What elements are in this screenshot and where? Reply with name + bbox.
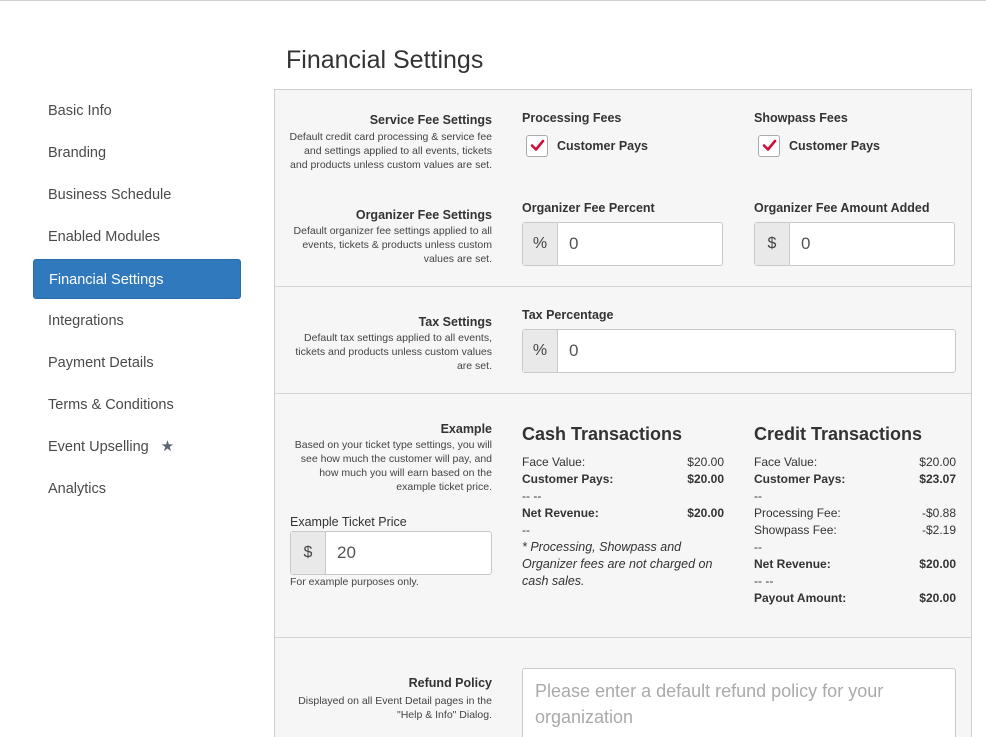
- tax-settings-title: Tax Settings: [418, 315, 492, 329]
- row-label: Showpass Fee:: [754, 523, 837, 537]
- row-value: $20.00: [919, 591, 956, 605]
- row-label: Net Revenue:: [522, 506, 599, 520]
- organizer-fee-percent-input[interactable]: [522, 222, 723, 266]
- cash-row-customer-pays: [522, 472, 724, 489]
- sidebar-item-integrations[interactable]: [33, 301, 241, 341]
- credit-row-separator: [754, 489, 956, 506]
- row-value: $20.00: [687, 455, 724, 469]
- row-label: Customer Pays:: [522, 472, 614, 486]
- sidebar-item-label: Enabled Modules: [48, 229, 161, 245]
- percent-addon: %: [523, 330, 558, 372]
- sidebar-item-label: Payment Details: [48, 355, 154, 371]
- sidebar-item-label: Business Schedule: [48, 187, 172, 203]
- refund-policy-title: Refund Policy: [408, 676, 492, 690]
- top-border: [0, 0, 986, 1]
- row-label: -- --: [754, 574, 774, 588]
- row-label: Processing Fee:: [754, 506, 841, 520]
- sidebar-item-event-upselling[interactable]: [33, 427, 241, 467]
- example-ticket-price-input[interactable]: [290, 531, 492, 575]
- row-value: -$0.88: [921, 506, 956, 520]
- sidebar-item-label: Financial Settings: [49, 272, 164, 288]
- row-value: $20.00: [919, 557, 956, 571]
- row-label: Payout Amount:: [754, 591, 847, 605]
- sidebar-item-analytics[interactable]: [33, 469, 241, 509]
- row-value: $23.07: [919, 472, 956, 486]
- sidebar-item-label: Analytics: [48, 481, 107, 497]
- financial-settings-panel: [274, 89, 972, 737]
- organizer-fee-title: Organizer Fee Settings: [355, 208, 492, 222]
- cash-transactions-note: * Processing, Showpass and Organizer fees are not charged on cash sales.: [522, 540, 713, 588]
- credit-transactions-title: Credit Transactions: [754, 424, 923, 444]
- example-title: Example: [440, 422, 492, 436]
- credit-row-customer-pays: [754, 472, 956, 489]
- section-divider: [275, 637, 971, 638]
- tax-settings-description: Default tax settings applied to all events, tickets and products unless custom values are set.: [295, 332, 492, 372]
- sidebar-item-enabled-modules[interactable]: [33, 217, 241, 257]
- processing-fees-checkbox[interactable]: [526, 135, 548, 157]
- credit-row-net-revenue: [754, 557, 956, 574]
- sidebar-item-payment-details[interactable]: [33, 343, 241, 383]
- example-ticket-price-help: For example purposes only.: [290, 576, 419, 588]
- service-fee-description: Default credit card processing & service fee and settings applied to all events, tickets and products unless custom values are set.: [289, 131, 492, 171]
- sidebar-item-branding[interactable]: [33, 133, 241, 173]
- sidebar-item-basic-info[interactable]: [33, 91, 241, 131]
- dollar-addon: $: [755, 223, 790, 265]
- tax-percentage-label: Tax Percentage: [522, 308, 614, 322]
- star-icon: ★: [160, 438, 175, 455]
- sidebar-item-financial-settings[interactable]: [33, 259, 241, 299]
- processing-fees-label: Processing Fees: [522, 111, 622, 125]
- row-label: Net Revenue:: [754, 557, 831, 571]
- section-divider: [275, 393, 971, 394]
- row-value: $20.00: [687, 506, 724, 520]
- cash-transactions-title: Cash Transactions: [522, 424, 683, 444]
- tax-percentage-value: 0: [569, 341, 579, 360]
- row-label: Face Value:: [522, 455, 586, 469]
- tax-percentage-input[interactable]: [522, 329, 956, 373]
- row-label: --: [754, 489, 762, 503]
- dollar-addon: $: [291, 532, 326, 574]
- organizer-fee-percent-value: 0: [569, 234, 579, 253]
- sidebar-item-business-schedule[interactable]: [33, 175, 241, 215]
- credit-row-separator: [754, 574, 956, 591]
- showpass-fees-checkbox-label[interactable]: Customer Pays: [789, 139, 881, 153]
- sidebar-item-terms-conditions[interactable]: [33, 385, 241, 425]
- sidebar-item-label: Basic Info: [48, 103, 112, 119]
- credit-row-payout-amount: [754, 591, 956, 608]
- checkmark-icon: [530, 138, 545, 153]
- example-ticket-price-label: Example Ticket Price: [290, 515, 407, 529]
- sidebar-item-label: Branding: [48, 145, 107, 161]
- checkmark-icon: [762, 138, 777, 153]
- credit-row-processing-fee: [754, 506, 956, 523]
- row-value: $20.00: [687, 472, 724, 486]
- organizer-fee-amount-input[interactable]: [754, 222, 955, 266]
- sidebar-item-label: Integrations: [48, 313, 124, 329]
- showpass-fees-label: Showpass Fees: [754, 111, 848, 125]
- cash-row-face-value: [522, 455, 724, 472]
- cash-row-separator: [522, 489, 724, 506]
- example-ticket-price-value: 20: [337, 543, 356, 562]
- percent-addon: %: [523, 223, 558, 265]
- page-title: Financial Settings: [286, 46, 484, 74]
- row-label: Customer Pays:: [754, 472, 846, 486]
- showpass-fees-checkbox[interactable]: [758, 135, 780, 157]
- organizer-fee-amount-label: Organizer Fee Amount Added: [754, 201, 930, 215]
- organizer-fee-amount-value: 0: [801, 234, 811, 253]
- service-fee-title: Service Fee Settings: [369, 113, 492, 127]
- processing-fees-checkbox-label[interactable]: Customer Pays: [557, 139, 649, 153]
- row-value: -$2.19: [921, 523, 956, 537]
- row-label: --: [522, 523, 530, 537]
- sidebar-item-label: Terms & Conditions: [48, 397, 174, 413]
- row-value: $20.00: [919, 455, 956, 469]
- organizer-fee-description: Default organizer fee settings applied to all events, tickets & products unless custom values are set.: [293, 225, 492, 265]
- section-divider: [275, 286, 971, 287]
- row-label: --: [754, 540, 762, 554]
- organizer-fee-percent-label: Organizer Fee Percent: [522, 201, 655, 215]
- credit-row-showpass-fee: [754, 523, 956, 540]
- cash-row-separator: [522, 523, 724, 540]
- row-label: Face Value:: [754, 455, 818, 469]
- credit-row-separator: [754, 540, 956, 557]
- sidebar-item-label: Event Upselling: [48, 439, 149, 455]
- credit-row-face-value: [754, 455, 956, 472]
- settings-sidebar: [33, 91, 241, 511]
- example-description: Based on your ticket type settings, you will see how much the customer will pay, and how much you will earn based on the example ticket price.: [294, 439, 492, 493]
- refund-policy-description: Displayed on all Event Detail pages in the "Help & Info" Dialog.: [298, 695, 492, 721]
- row-label: -- --: [522, 489, 542, 503]
- cash-row-net-revenue: [522, 506, 724, 523]
- refund-policy-textarea[interactable]: Please enter a default refund policy for your organization: [522, 668, 956, 737]
